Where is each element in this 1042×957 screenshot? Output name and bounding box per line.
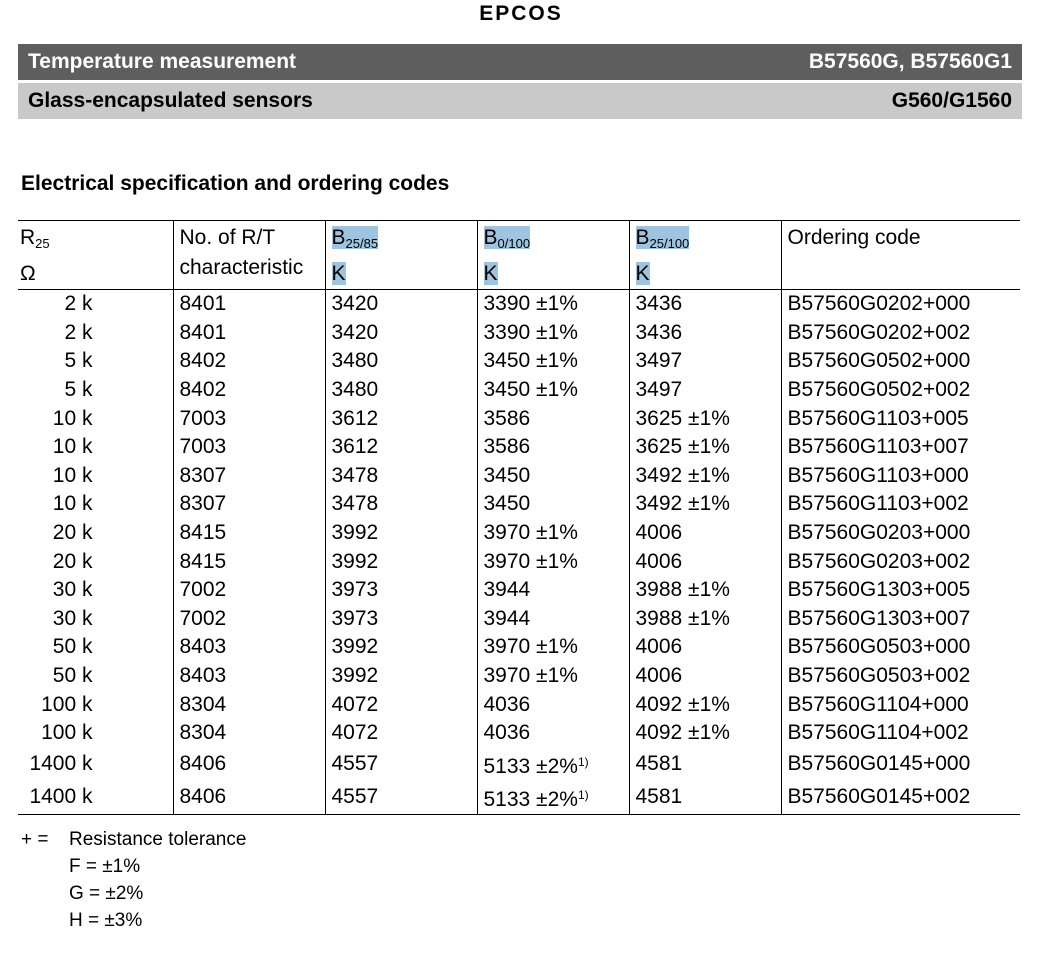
col-header-b0-100: $B_{0/100}$ K <box>477 221 629 290</box>
b25-100-cell: 3625 ±1% <box>629 433 781 462</box>
b25-85-cell: 3992 <box>325 662 477 691</box>
rt-characteristic-cell: 8402 <box>173 347 325 376</box>
ordering-code-cell: B57560G1103+007 <box>781 433 1020 462</box>
rt-characteristic-cell: 7002 <box>173 605 325 634</box>
epcos-logo: EPCOS <box>479 2 563 25</box>
b25-85-cell: 3420 <box>325 290 477 319</box>
r25-cell: 10 k <box>52 492 93 516</box>
b0-100-cell: 3586 <box>477 433 629 462</box>
series-code: G560/G1560 <box>891 89 1012 112</box>
section-title: Electrical specification and ordering codes <box>21 172 450 195</box>
b0-100-cell: 3450 ±1% <box>477 347 629 376</box>
rt-characteristic-cell: 8401 <box>173 290 325 319</box>
table-row <box>18 347 1020 376</box>
col-header-r25: $R_{25}$ Ω <box>18 221 173 290</box>
rt-characteristic-cell: 8403 <box>173 633 325 662</box>
rt-characteristic-cell: 8307 <box>173 490 325 519</box>
b25-100-cell: 4006 <box>629 519 781 548</box>
footnote-marker: 1) <box>577 754 589 769</box>
b25-85-cell: 4557 <box>325 781 477 815</box>
b25-85-cell: 3478 <box>325 490 477 519</box>
b25-85-cell: 4072 <box>325 719 477 748</box>
b25-100-cell: 3497 <box>629 347 781 376</box>
rt-characteristic-cell: 8401 <box>173 319 325 348</box>
b25-100-cell: 4006 <box>629 662 781 691</box>
b25-85-cell: 3992 <box>325 633 477 662</box>
b25-85-cell: 3478 <box>325 462 477 491</box>
ordering-code-cell: B57560G0145+002 <box>781 781 1020 815</box>
r25-cell: 5 k <box>64 349 93 373</box>
r25-cell: 30 k <box>52 606 93 630</box>
table-row <box>18 633 1020 662</box>
spec-table <box>18 220 1020 815</box>
ordering-code-cell: B57560G0202+002 <box>781 319 1020 348</box>
b25-100-cell: 4006 <box>629 547 781 576</box>
table-row <box>18 319 1020 348</box>
ordering-code-cell: B57560G1303+005 <box>781 576 1020 605</box>
b25-85-cell: 4072 <box>325 690 477 719</box>
b0-100-cell: 3944 <box>477 605 629 634</box>
tolerance-item: H = ±3% <box>69 910 143 931</box>
table-row <box>18 690 1020 719</box>
b25-100-cell: 3436 <box>629 290 781 319</box>
b25-100-cell: 3625 ±1% <box>629 404 781 433</box>
b25-100-cell: 3492 ±1% <box>629 490 781 519</box>
tolerance-note <box>21 826 246 853</box>
b25-100-cell: 3988 ±1% <box>629 576 781 605</box>
page-title: Temperature measurement <box>28 50 297 73</box>
spec-table-body <box>18 290 1020 815</box>
table-row <box>18 433 1020 462</box>
col-header-b25-85: $B_{25/85}$ K <box>325 221 477 290</box>
b25-85-cell: 3612 <box>325 433 477 462</box>
table-row <box>18 519 1020 548</box>
b25-85-cell: 4557 <box>325 748 477 781</box>
b0-100-cell: 3944 <box>477 576 629 605</box>
b25-100-cell: 4092 ±1% <box>629 690 781 719</box>
col-header-ordering-code: Ordering code <box>781 221 1020 290</box>
r25-cell: 2 k <box>64 292 93 316</box>
r25-cell: 10 k <box>52 406 93 430</box>
b0-100-cell: 4036 <box>477 690 629 719</box>
r25-cell: 10 k <box>52 435 93 459</box>
table-row <box>18 576 1020 605</box>
b25-85-cell: 3612 <box>325 404 477 433</box>
r25-cell: 50 k <box>52 664 93 688</box>
b25-85-cell: 3480 <box>325 376 477 405</box>
b0-100-cell: 3970 ±1% <box>477 547 629 576</box>
table-row <box>18 376 1020 405</box>
ordering-code-cell: B57560G0203+002 <box>781 547 1020 576</box>
ordering-code-cell: B57560G0503+000 <box>781 633 1020 662</box>
b25-100-cell: 4581 <box>629 781 781 815</box>
b0-100-cell: 3450 ±1% <box>477 376 629 405</box>
b25-85-cell: 3973 <box>325 576 477 605</box>
b0-100-cell: 3970 ±1% <box>477 662 629 691</box>
ordering-code-cell: B57560G1104+002 <box>781 719 1020 748</box>
r25-cell: 10 k <box>52 463 93 487</box>
r25-cell: 100 k <box>41 692 93 716</box>
b0-100-cell: 4036 <box>477 719 629 748</box>
b0-100-cell: 3970 ±1% <box>477 519 629 548</box>
ordering-code-cell: B57560G0203+000 <box>781 519 1020 548</box>
r25-cell: 1400 k <box>29 752 93 775</box>
b0-100-cell: 3586 <box>477 404 629 433</box>
r25-cell: 20 k <box>52 521 93 545</box>
ordering-code-cell: B57560G0145+000 <box>781 748 1020 781</box>
rt-characteristic-cell: 8415 <box>173 547 325 576</box>
b25-100-cell: 3492 ±1% <box>629 462 781 491</box>
tolerance-item: G = ±2% <box>69 883 144 904</box>
ordering-code-cell: B57560G1103+005 <box>781 404 1020 433</box>
r25-cell: 2 k <box>64 320 93 344</box>
b0-100-cell: 3450 <box>477 490 629 519</box>
ordering-code-cell: B57560G0502+002 <box>781 376 1020 405</box>
b25-85-cell: 3480 <box>325 347 477 376</box>
b0-100-cell: 3390 ±1% <box>477 290 629 319</box>
ordering-code-cell: B57560G1103+000 <box>781 462 1020 491</box>
b0-100-cell: 3970 ±1% <box>477 633 629 662</box>
b25-100-cell: 4006 <box>629 633 781 662</box>
tolerance-heading: Resistance tolerance <box>69 829 247 850</box>
page-subtitle: Glass-encapsulated sensors <box>28 89 313 112</box>
b25-85-cell: 3992 <box>325 519 477 548</box>
r25-cell: 20 k <box>52 549 93 573</box>
b25-85-cell: 3973 <box>325 605 477 634</box>
b25-100-cell: 4092 ±1% <box>629 719 781 748</box>
r25-cell: 100 k <box>41 721 93 745</box>
ordering-code-cell: B57560G1104+000 <box>781 690 1020 719</box>
tolerance-item: F = ±1% <box>69 856 141 877</box>
subtitle-bar <box>18 83 1022 119</box>
col-header-b25-100: $B_{25/100}$ K <box>629 221 781 290</box>
tolerance-symbol: + = <box>21 829 49 850</box>
r25-cell: 30 k <box>52 578 93 602</box>
footnote-marker: 1) <box>577 787 589 802</box>
rt-characteristic-cell: 8415 <box>173 519 325 548</box>
rt-characteristic-cell: 8406 <box>173 781 325 815</box>
b25-100-cell: 3497 <box>629 376 781 405</box>
rt-characteristic-cell: 8406 <box>173 748 325 781</box>
b0-100-cell: 5133 ±2%$^{1)}$ <box>477 748 629 781</box>
ordering-code-cell: B57560G1103+002 <box>781 490 1020 519</box>
ordering-code-cell: B57560G1303+007 <box>781 605 1020 634</box>
rt-characteristic-cell: 8403 <box>173 662 325 691</box>
table-row <box>18 290 1020 319</box>
table-header-row <box>18 221 1020 290</box>
table-row <box>18 719 1020 748</box>
rt-characteristic-cell: 8304 <box>173 690 325 719</box>
table-row <box>18 605 1020 634</box>
table-row <box>18 490 1020 519</box>
r25-cell: 1400 k <box>18 781 173 815</box>
ordering-code-cell: B57560G0502+000 <box>781 347 1020 376</box>
table-row <box>18 748 1020 781</box>
product-code: B57560G, B57560G1 <box>808 50 1012 73</box>
table-row <box>18 547 1020 576</box>
b0-100-cell: 3450 <box>477 462 629 491</box>
table-row <box>18 404 1020 433</box>
footnotes <box>21 826 246 934</box>
r25-cell: 50 k <box>52 635 93 659</box>
rt-characteristic-cell: 7003 <box>173 433 325 462</box>
r25-cell: 5 k <box>64 378 93 402</box>
b0-100-cell: 5133 ±2%$^{1)}$ <box>477 781 629 815</box>
b0-100-cell: 3390 ±1% <box>477 319 629 348</box>
rt-characteristic-cell: 8402 <box>173 376 325 405</box>
table-row <box>18 662 1020 691</box>
ordering-code-cell: B57560G0503+002 <box>781 662 1020 691</box>
b25-85-cell: 3420 <box>325 319 477 348</box>
ordering-code-cell: B57560G0202+000 <box>781 290 1020 319</box>
b25-85-cell: 3992 <box>325 547 477 576</box>
title-bar <box>18 44 1022 80</box>
table-row <box>18 462 1020 491</box>
b25-100-cell: 4581 <box>629 748 781 781</box>
col-header-rt-characteristic: No. of R/T characteristic <box>173 221 325 290</box>
table-row <box>18 781 1020 815</box>
rt-characteristic-cell: 8307 <box>173 462 325 491</box>
rt-characteristic-cell: 8304 <box>173 719 325 748</box>
b25-100-cell: 3436 <box>629 319 781 348</box>
rt-characteristic-cell: 7002 <box>173 576 325 605</box>
b25-100-cell: 3988 ±1% <box>629 605 781 634</box>
rt-characteristic-cell: 7003 <box>173 404 325 433</box>
